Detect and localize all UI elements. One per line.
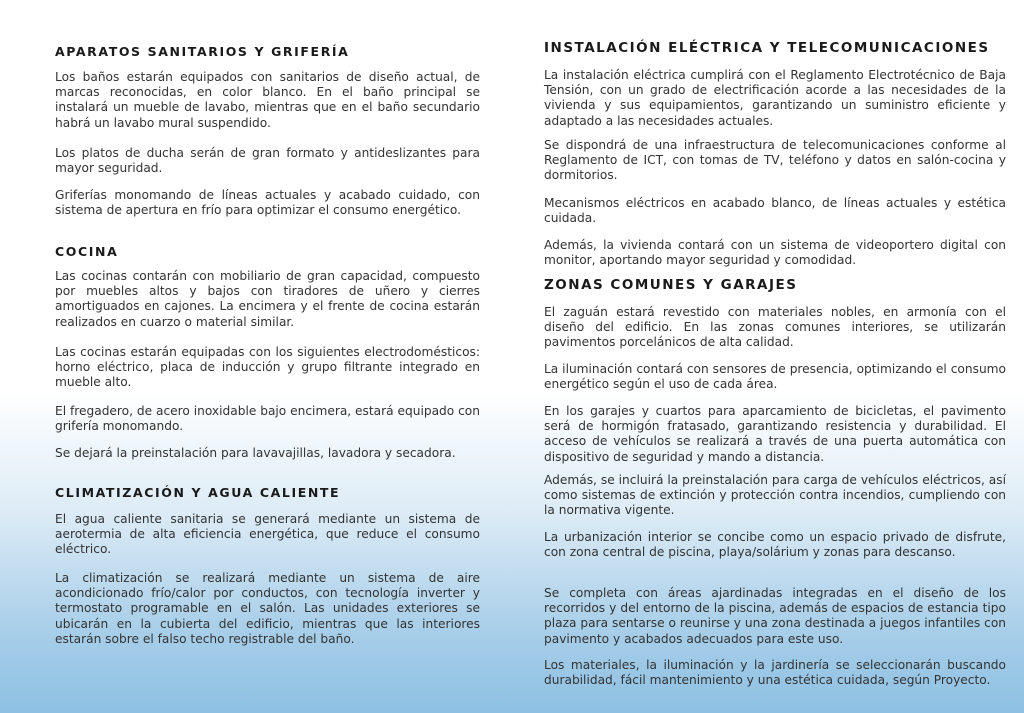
paragraph: El zaguán estará revestido con materiales nobles, en armonía con el diseño del edificio. En las zonas comunes interiores, se utilizarán pavimentos porcelánicos de alta calidad. bbox=[544, 305, 1006, 350]
paragraph: Las cocinas estarán equipadas con los siguientes electrodomésticos: horno eléctrico, placa de inducción y grupo filtrante integrado en mueble alto. bbox=[55, 345, 480, 390]
paragraph: Se dejará la preinstalación para lavavajillas, lavadora y secadora. bbox=[55, 446, 456, 460]
paragraph: Los platos de ducha serán de gran formato y antideslizantes para mayor seguridad. bbox=[55, 146, 480, 176]
paragraph: En los garajes y cuartos para aparcamiento de bicicletas, el pavimento será de hormigón fratasado, garantizando resistencia y durabilidad. El acceso de vehículos se realizará a través de una puerta automática con dispositivo de seguridad y mando a distancia. bbox=[544, 404, 1006, 464]
paragraph: La instalación eléctrica cumplirá con el Reglamento Electrotécnico de Baja Tensión, con un grado de electrificación acorde a las necesidades de la vivienda y sus equipamientos, garantizando un suministro eficiente y adaptado a las necesidades actuales. bbox=[544, 68, 1006, 128]
paragraph: La iluminación contará con sensores de presencia, optimizando el consumo energético según el uso de cada área. bbox=[544, 362, 1006, 392]
paragraph: Las cocinas contarán con mobiliario de gran capacidad, compuesto por muebles altos y bajos con tiradores de uñero y cierres amortiguados en cajones. La encimera y el frente de cocina estarán realizados en cuarzo o material similar. bbox=[55, 269, 480, 329]
section-title-climatizacion: CLIMATIZACIÓN Y AGUA CALIENTE bbox=[55, 485, 341, 500]
paragraph: El fregadero, de acero inoxidable bajo encimera, estará equipado con grifería monomando. bbox=[55, 404, 480, 434]
paragraph: Además, la vivienda contará con un sistema de videoportero digital con monitor, aportando mayor seguridad y comodidad. bbox=[544, 238, 1006, 268]
paragraph: La urbanización interior se concibe como un espacio privado de disfrute, con zona central de piscina, playa/solárium y zonas para descanso. bbox=[544, 530, 1006, 560]
paragraph: Los baños estarán equipados con sanitarios de diseño actual, de marcas reconocidas, en color blanco. En el baño principal se instalará un mueble de lavabo, mientras que en el baño secundario habrá un lavabo mural suspendido. bbox=[55, 70, 480, 130]
paragraph: Se completa con áreas ajardinadas integradas en el diseño de los recorridos y del entorno de la piscina, además de espacios de estancia tipo plaza para sentarse o reunirse y una zona destinada a juegos infantiles con pavimento y acabados adecuados para este uso. bbox=[544, 586, 1006, 646]
paragraph: El agua caliente sanitaria se generará mediante un sistema de aerotermia de alta eficiencia energética, que reduce el consumo eléctrico. bbox=[55, 512, 480, 557]
paragraph: Mecanismos eléctricos en acabado blanco, de líneas actuales y estética cuidada. bbox=[544, 196, 1006, 226]
paragraph: Además, se incluirá la preinstalación para carga de vehículos eléctricos, así como sistemas de extinción y protección contra incendios, cumpliendo con la normativa vigente. bbox=[544, 473, 1006, 518]
section-title-cocina: COCINA bbox=[55, 244, 119, 259]
paragraph: Se dispondrá de una infraestructura de telecomunicaciones conforme al Reglamento de ICT, con tomas de TV, teléfono y datos en salón-cocina y dormitorios. bbox=[544, 138, 1006, 183]
section-title-comunes: ZONAS COMUNES Y GARAJES bbox=[544, 277, 798, 293]
section-title-sanitarios: APARATOS SANITARIOS Y GRIFERÍA bbox=[55, 44, 350, 59]
paragraph: Los materiales, la iluminación y la jardinería se seleccionarán buscando durabilidad, fácil mantenimiento y una estética cuidada, según Proyecto. bbox=[544, 658, 1006, 688]
paragraph: La climatización se realizará mediante un sistema de aire acondicionado frío/calor por conductos, con tecnología inverter y termostato programable en el salón. Las unidades exteriores se ubicarán en la cubierta del edificio, mientras que las interiores estarán sobre el falso techo registrable del baño. bbox=[55, 571, 480, 646]
paragraph: Griferías monomando de líneas actuales y acabado cuidado, con sistema de apertura en frío para optimizar el consumo energético. bbox=[55, 188, 480, 218]
section-title-electrica: INSTALACIÓN ELÉCTRICA Y TELECOMUNICACIONES bbox=[544, 40, 990, 56]
